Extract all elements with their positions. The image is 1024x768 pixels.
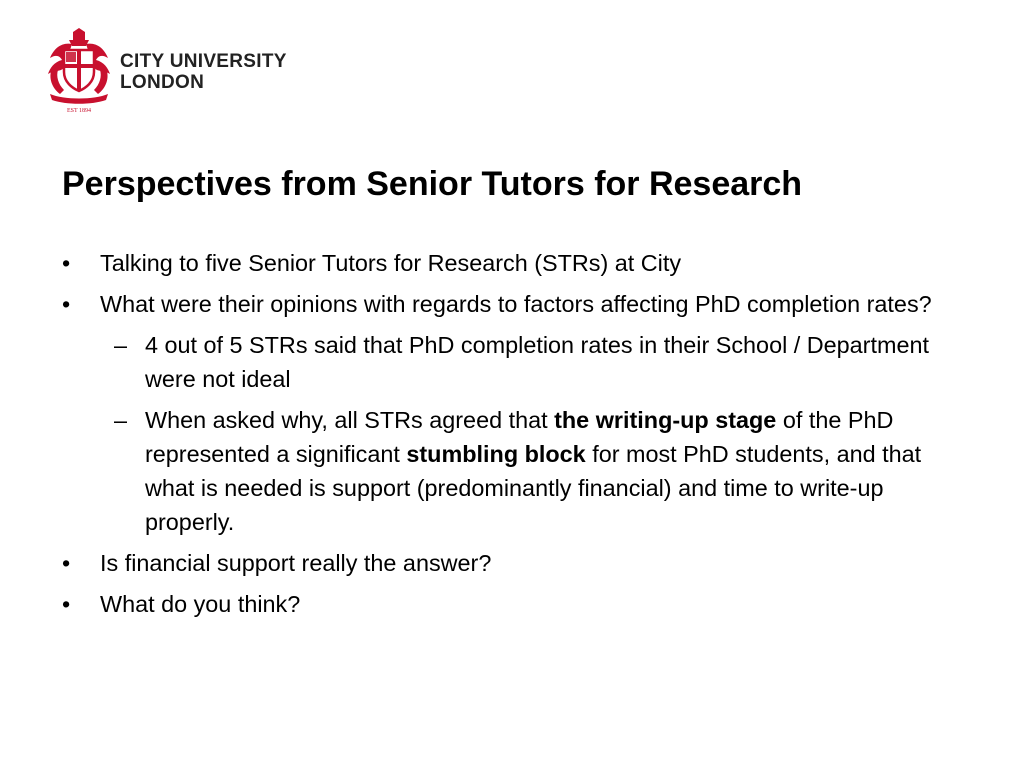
bullet-marker: • <box>62 550 71 576</box>
sub-bullet-text <box>145 407 921 535</box>
bullet-item <box>62 587 972 621</box>
bullet-item <box>62 546 972 580</box>
university-crest-icon <box>44 28 114 114</box>
sub-bullet-text: 4 out of 5 STRs said that PhD completion rates in their School / Department were not ideal <box>145 332 929 392</box>
slide-body <box>62 246 972 628</box>
sub-bullet-item <box>62 328 972 396</box>
sub-bullet-marker: – <box>114 332 128 358</box>
bullet-text: Is financial support really the answer? <box>100 550 492 576</box>
bullet-text: What were their opinions with regards to factors affecting PhD completion rates? <box>100 291 932 317</box>
sub-text-part: When asked why, all STRs agreed that <box>145 407 555 433</box>
bullet-marker: • <box>62 291 71 317</box>
slide-title: Perspectives from Senior Tutors for Research <box>62 165 803 203</box>
bullet-text: What do you think? <box>100 591 301 617</box>
sub-bullet-item <box>62 403 972 539</box>
sub-text-part: for most PhD students, and that what is needed is support (predominantly financial) and time to write-up properly. <box>145 441 922 535</box>
bullet-marker: • <box>62 250 71 276</box>
bullet-item <box>62 287 972 321</box>
university-wordmark <box>120 51 287 93</box>
wordmark-line-1: CITY UNIVERSITY <box>120 51 287 72</box>
sub-bullet-marker: – <box>114 407 128 433</box>
university-logo <box>44 28 304 114</box>
bullet-text: Talking to five Senior Tutors for Research (STRs) at City <box>100 250 682 276</box>
emphasis-writing-up-stage: the writing-up stage <box>554 407 777 433</box>
bullet-item <box>62 246 972 280</box>
sub-text-part: of the PhD represented a significant <box>145 407 894 467</box>
bullet-marker: • <box>62 591 71 617</box>
crest-est-text: EST 1894 <box>66 108 92 114</box>
emphasis-stumbling-block: stumbling block <box>406 441 586 467</box>
wordmark-line-2: LONDON <box>120 72 205 93</box>
